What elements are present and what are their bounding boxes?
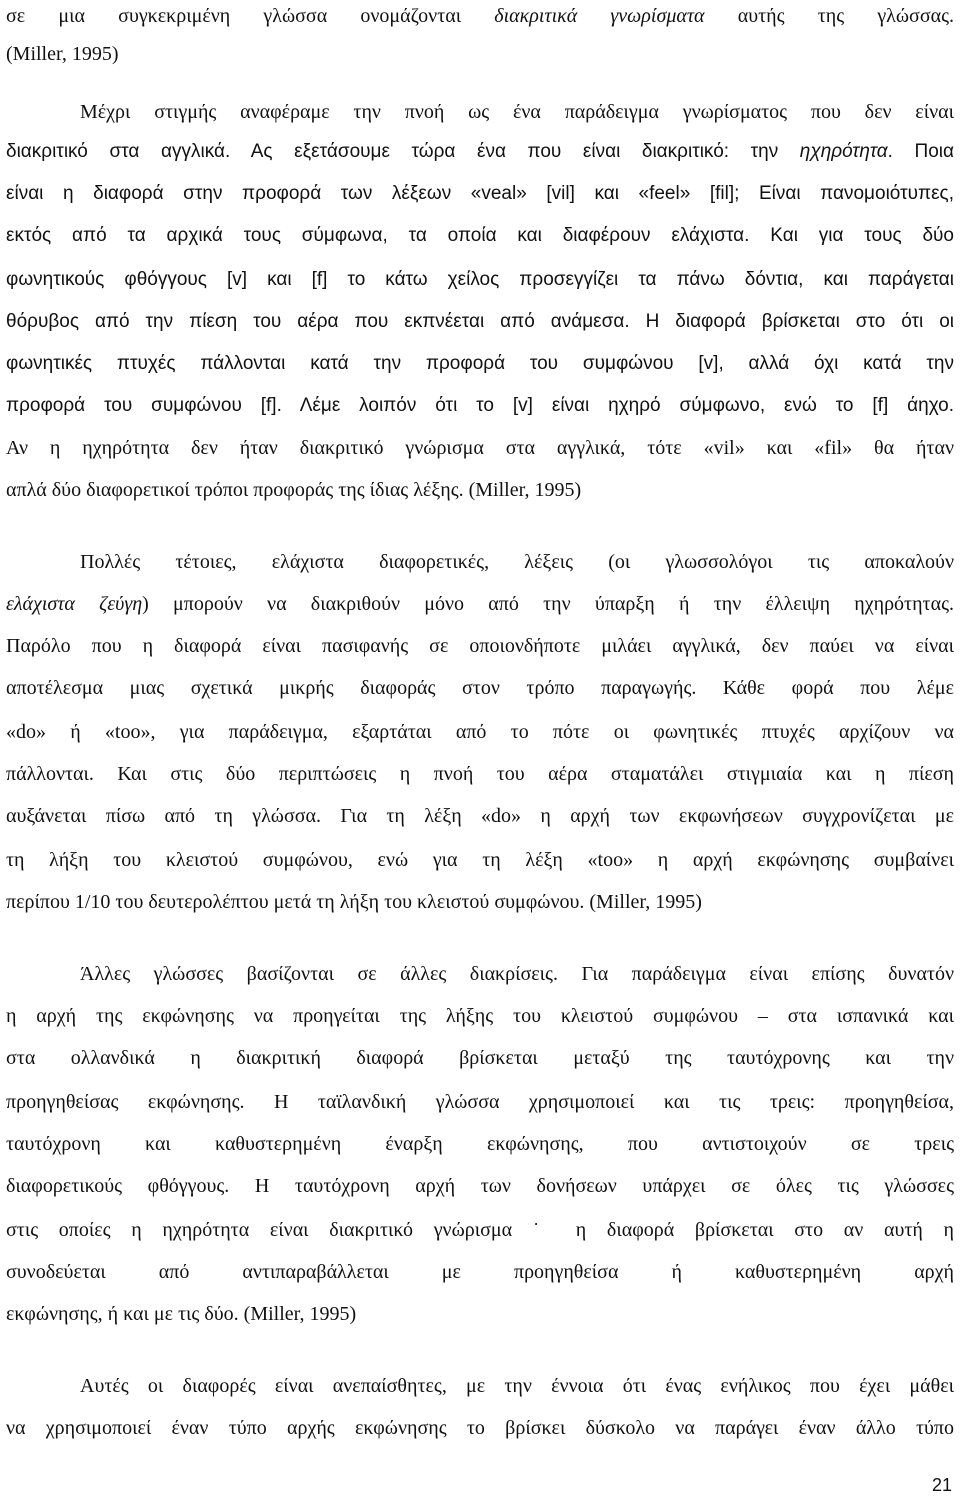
text-line — [80, 98, 954, 126]
text-run: Άλλες γλώσσες βασίζονται σε άλλες διακρίσεις. Για παράδειγμα είναι επίσης δυνατόν — [80, 963, 954, 985]
text-line — [80, 960, 954, 988]
text-run: σε μια συγκεκριμένη γλώσσα ονομάζονται — [6, 5, 495, 27]
text-run: απλά δύο διαφορετικοί τρόποι προφοράς της ίδιας λέξης. (Miller, 1995) — [6, 479, 582, 501]
text-line — [6, 1002, 954, 1030]
text-run: Αυτές οι διαφορές είναι ανεπαίσθητες, με την έννοια ότι ένας ενήλικος που έχει μάθει — [80, 1375, 954, 1397]
text-line — [6, 888, 954, 916]
text-line — [6, 674, 954, 702]
text-line — [6, 1130, 954, 1158]
text-line — [6, 760, 954, 788]
text-run: φωνητικές πτυχές πάλλονται κατά την προφορά του συμφώνου [v], αλλά όχι κατά την — [6, 353, 954, 374]
text-run: στα ολλανδικά η διακριτική διαφορά βρίσκεται μεταξύ της ταυτόχρονης και την — [6, 1047, 954, 1069]
text-run: συνοδεύεται από αντιπαραβάλλεται με προηγηθείσα ή καθυστερημένη αρχή — [6, 1261, 954, 1283]
text-line — [6, 1044, 954, 1072]
text-line — [6, 392, 954, 420]
text-run: προηγηθείσας εκφώνησης. Η ταϊλανδική γλώσσα χρησιμοποιεί και τις τρεις: προηγηθείσα, — [6, 1091, 954, 1113]
text-line — [6, 40, 954, 68]
text-run: στις οποίες η ηχηρότητα είναι διακριτικό γνώρισμα ˙ η διαφορά βρίσκεται στο αν αυτή η — [6, 1219, 954, 1241]
text-run: τη λήξη του κλειστού συμφώνου, ενώ για τη λέξη «too» η αρχή εκφώνησης συμβαίνει — [6, 849, 954, 871]
text-run: ) μπορούν να διακριθούν μόνο από την ύπαρξη ή την έλλειψη ηχηρότητας. — [142, 593, 954, 615]
text-line — [6, 1414, 954, 1442]
text-line — [6, 632, 954, 660]
text-run: αυξάνεται πίσω από τη γλώσσα. Για τη λέξη «do» η αρχή των εκφωνήσεων συγχρονίζεται με — [6, 805, 954, 827]
text-run: Αν η ηχηρότητα δεν ήταν διακριτικό γνώρισμα στα αγγλικά, τότε «vil» και «fil» θα ήταν — [6, 437, 954, 459]
text-run: Πολλές τέτοιες, ελάχιστα διαφορετικές, λέξεις (οι γλωσσολόγοι τις αποκαλούν — [80, 551, 954, 573]
text-line — [6, 718, 954, 746]
text-line — [6, 434, 954, 462]
text-run: πάλλονται. Και στις δύο περιπτώσεις η πνοή του αέρα σταματάλει στιγμιαία και η πίεση — [6, 763, 954, 785]
text-line — [6, 222, 954, 250]
text-line — [6, 1300, 954, 1328]
italic-term: ελάχιστα ζεύγη — [6, 593, 143, 615]
text-line — [6, 266, 954, 294]
text-line — [6, 1088, 954, 1116]
text-run: θόρυβος από την πίεση του αέρα που εκπνέεται από ανάμεσα. Η διαφορά βρίσκεται στο ότι οι — [6, 311, 954, 332]
text-run: Παρόλο που η διαφορά είναι πασιφανής σε οποιονδήποτε μιλάει αγγλικά, δεν παύει να είναι — [6, 635, 954, 657]
text-line — [6, 802, 954, 830]
text-run: είναι η διαφορά στην προφορά των λέξεων «veal» [vil] και «feel» [fil]; Είναι πανομοιότυπες, — [6, 183, 954, 204]
text-run: αποτέλεσμα μιας σχετικά μικρής διαφοράς στον τρόπο παραγωγής. Κάθε φορά που λέμε — [6, 677, 954, 699]
text-line — [6, 180, 954, 208]
text-line — [6, 350, 954, 378]
text-line — [6, 590, 954, 618]
text-run: προφορά του συμφώνου [f]. Λέμε λοιπόν ότι το [v] είναι ηχηρό σύμφωνο, ενώ το [f] άηχο. — [6, 395, 954, 416]
text-run: Μέχρι στιγμής αναφέραμε την πνοή ως ένα παράδειγμα γνωρίσματος που δεν είναι — [80, 101, 954, 123]
text-run: η αρχή της εκφώνησης να προηγείται της λήξης του κλειστού συμφώνου – στα ισπανικά και — [6, 1005, 954, 1027]
text-run: περίπου 1/10 του δευτερολέπτου μετά τη λήξη του κλειστού συμφώνου. (Miller, 1995) — [6, 891, 702, 913]
italic-term: ηχηρότητα — [799, 141, 888, 162]
text-run: «do» ή «too», για παράδειγμα, εξαρτάται από το πότε οι φωνητικές πτυχές αρχίζουν να — [6, 721, 954, 743]
text-line — [6, 138, 954, 166]
text-line — [80, 548, 954, 576]
text-line — [6, 846, 954, 874]
text-run: φωνητικούς φθόγγους [v] και [f] το κάτω χείλος προσεγγίζει τα πάνω δόντια, και παράγεται — [6, 269, 954, 290]
text-run: ταυτόχρονη και καθυστερημένη έναρξη εκφώνησης, που αντιστοιχούν σε τρεις — [6, 1133, 954, 1155]
text-run: εκτός από τα αρχικά τους σύμφωνα, τα οποία και διαφέρουν ελάχιστα. Και για τους δύο — [6, 225, 954, 246]
text-run: (Miller, 1995) — [6, 43, 119, 65]
italic-term: διακριτικά γνωρίσματα — [494, 5, 705, 27]
text-line — [6, 1216, 954, 1244]
text-run: εκφώνησης, ή και με τις δύο. (Miller, 1995) — [6, 1303, 357, 1325]
text-run: διακριτικό στα αγγλικά. Ας εξετάσουμε τώρα ένα που είναι διακριτικό: την — [6, 141, 800, 162]
text-line — [80, 1372, 954, 1400]
text-run: να χρησιμοποιεί έναν τύπο αρχής εκφώνησης το βρίσκει δύσκολο να παράγει έναν άλλο τύπο — [6, 1417, 954, 1439]
text-line — [6, 2, 954, 30]
page-number: 21 — [931, 1475, 952, 1495]
text-line — [6, 476, 954, 504]
text-run: αυτής της γλώσσας. — [704, 5, 954, 27]
text-line — [6, 1258, 954, 1286]
text-line — [6, 308, 954, 336]
text-run: διαφορετικούς φθόγγους. Η ταυτόχρονη αρχή των δονήσεων υπάρχει σε όλες τις γλώσσες — [6, 1175, 954, 1197]
text-line — [6, 1172, 954, 1200]
text-run: . Ποια — [887, 141, 954, 162]
